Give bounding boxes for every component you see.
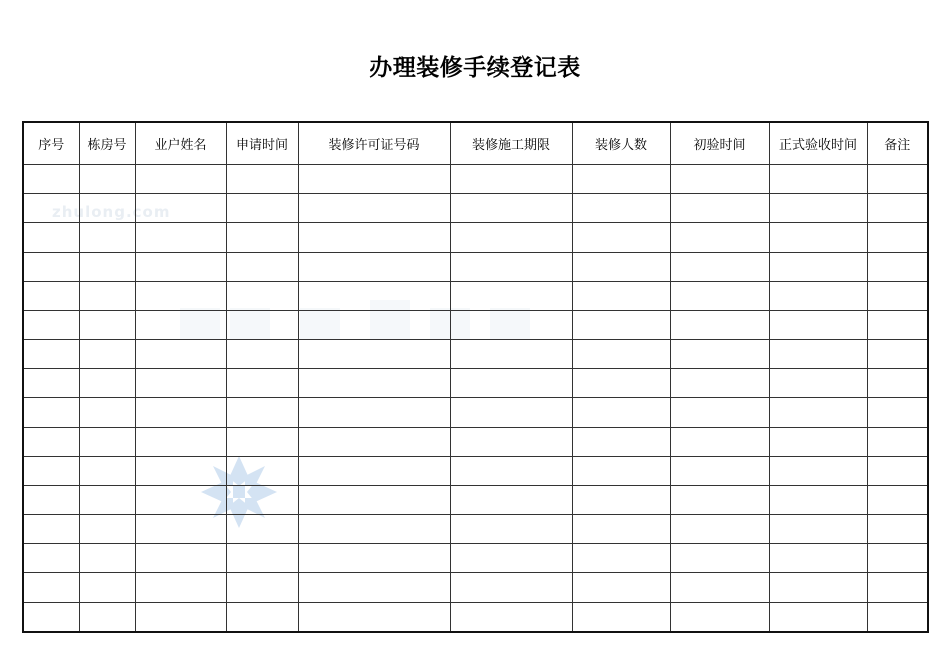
table-cell[interactable] — [572, 281, 670, 310]
table-cell[interactable] — [135, 194, 226, 223]
table-cell[interactable] — [670, 456, 769, 485]
table-cell[interactable] — [135, 310, 226, 339]
table-cell[interactable] — [23, 310, 79, 339]
table-cell[interactable] — [572, 252, 670, 281]
table-cell[interactable] — [23, 427, 79, 456]
table-cell[interactable] — [23, 369, 79, 398]
table-cell[interactable] — [23, 602, 79, 632]
table-cell[interactable] — [23, 544, 79, 573]
table-cell[interactable] — [450, 310, 572, 339]
table-cell[interactable] — [298, 456, 450, 485]
table-row — [23, 544, 928, 573]
table-cell[interactable] — [769, 369, 867, 398]
table-cell[interactable] — [79, 223, 135, 252]
table-row — [23, 223, 928, 252]
table-cell[interactable] — [572, 223, 670, 252]
table-cell[interactable] — [298, 427, 450, 456]
table-cell[interactable] — [450, 369, 572, 398]
table-cell[interactable] — [867, 602, 928, 632]
table-cell[interactable] — [769, 427, 867, 456]
table-cell[interactable] — [867, 194, 928, 223]
table-cell[interactable] — [135, 456, 226, 485]
table-cell[interactable] — [226, 427, 298, 456]
table-cell[interactable] — [769, 194, 867, 223]
table-row — [23, 165, 928, 194]
table-row — [23, 515, 928, 544]
table-cell[interactable] — [450, 427, 572, 456]
table-cell[interactable] — [226, 515, 298, 544]
table-cell[interactable] — [670, 398, 769, 427]
table-cell[interactable] — [23, 281, 79, 310]
table-cell[interactable] — [298, 544, 450, 573]
table-row — [23, 398, 928, 427]
table-cell[interactable] — [226, 223, 298, 252]
table-cell[interactable] — [135, 544, 226, 573]
table-cell[interactable] — [23, 223, 79, 252]
table-cell[interactable] — [226, 544, 298, 573]
table-row — [23, 252, 928, 281]
table-cell[interactable] — [769, 223, 867, 252]
table-cell[interactable] — [226, 485, 298, 514]
table-cell[interactable] — [450, 456, 572, 485]
table-cell[interactable] — [670, 165, 769, 194]
table-cell[interactable] — [298, 223, 450, 252]
table-cell[interactable] — [79, 427, 135, 456]
table-row — [23, 369, 928, 398]
table-cell[interactable] — [867, 281, 928, 310]
table-cell[interactable] — [572, 456, 670, 485]
table-cell[interactable] — [79, 544, 135, 573]
table-cell[interactable] — [298, 573, 450, 602]
form-title: 办理装修手续登记表 — [369, 55, 581, 81]
table-cell[interactable] — [450, 398, 572, 427]
table-cell[interactable] — [670, 310, 769, 339]
table-row — [23, 573, 928, 602]
table-cell[interactable] — [670, 602, 769, 632]
table-row — [23, 281, 928, 310]
table-cell[interactable] — [769, 544, 867, 573]
table-cell[interactable] — [135, 398, 226, 427]
table-cell[interactable] — [79, 310, 135, 339]
table-cell[interactable] — [450, 165, 572, 194]
table-cell[interactable] — [572, 340, 670, 369]
table-cell[interactable] — [867, 369, 928, 398]
table-cell[interactable] — [135, 252, 226, 281]
table-cell[interactable] — [450, 340, 572, 369]
table-cell[interactable] — [298, 281, 450, 310]
table-cell[interactable] — [867, 485, 928, 514]
table-cell[interactable] — [769, 310, 867, 339]
table-cell[interactable] — [135, 515, 226, 544]
table-cell[interactable] — [769, 398, 867, 427]
table-cell[interactable] — [572, 515, 670, 544]
column-header-owner-name: 业户姓名 — [135, 122, 226, 165]
table-cell[interactable] — [867, 544, 928, 573]
table-cell[interactable] — [79, 602, 135, 632]
table-cell[interactable] — [670, 223, 769, 252]
table-cell[interactable] — [670, 427, 769, 456]
table-cell[interactable] — [572, 165, 670, 194]
table-cell[interactable] — [450, 223, 572, 252]
column-header-initial-inspection: 初验时间 — [670, 122, 769, 165]
table-cell[interactable] — [769, 340, 867, 369]
table-cell[interactable] — [226, 194, 298, 223]
table-cell[interactable] — [135, 573, 226, 602]
table-cell[interactable] — [23, 485, 79, 514]
table-cell[interactable] — [23, 456, 79, 485]
table-cell[interactable] — [769, 485, 867, 514]
table-cell[interactable] — [572, 602, 670, 632]
table-cell[interactable] — [226, 602, 298, 632]
table-cell[interactable] — [79, 456, 135, 485]
column-header-remarks: 备注 — [867, 122, 928, 165]
table-cell[interactable] — [79, 515, 135, 544]
table-cell[interactable] — [79, 485, 135, 514]
table-cell[interactable] — [867, 515, 928, 544]
table-cell[interactable] — [298, 369, 450, 398]
table-cell[interactable] — [867, 310, 928, 339]
table-cell[interactable] — [450, 602, 572, 632]
table-cell[interactable] — [298, 165, 450, 194]
table-cell[interactable] — [298, 515, 450, 544]
table-cell[interactable] — [79, 281, 135, 310]
table-cell[interactable] — [867, 165, 928, 194]
table-cell[interactable] — [670, 194, 769, 223]
table-row — [23, 310, 928, 339]
table-cell[interactable] — [298, 398, 450, 427]
table-cell[interactable] — [572, 194, 670, 223]
table-cell[interactable] — [298, 340, 450, 369]
column-header-construction-period: 装修施工期限 — [450, 122, 572, 165]
table-cell[interactable] — [670, 485, 769, 514]
table-cell[interactable] — [572, 485, 670, 514]
table-cell[interactable] — [867, 398, 928, 427]
table-cell[interactable] — [670, 252, 769, 281]
table-cell[interactable] — [79, 340, 135, 369]
table-cell[interactable] — [23, 252, 79, 281]
table-cell[interactable] — [226, 398, 298, 427]
table-cell[interactable] — [298, 485, 450, 514]
column-header-final-acceptance: 正式验收时间 — [769, 122, 867, 165]
table-cell[interactable] — [572, 544, 670, 573]
table-cell[interactable] — [23, 573, 79, 602]
table-cell[interactable] — [867, 456, 928, 485]
table-cell[interactable] — [867, 252, 928, 281]
table-row — [23, 485, 928, 514]
table-cell[interactable] — [79, 194, 135, 223]
table-cell[interactable] — [769, 456, 867, 485]
table-cell[interactable] — [450, 252, 572, 281]
table-cell[interactable] — [23, 398, 79, 427]
table-cell[interactable] — [226, 573, 298, 602]
table-cell[interactable] — [450, 544, 572, 573]
table-cell[interactable] — [79, 398, 135, 427]
table-cell[interactable] — [135, 340, 226, 369]
table-cell[interactable] — [769, 515, 867, 544]
table-cell[interactable] — [135, 485, 226, 514]
table-cell[interactable] — [867, 340, 928, 369]
table-cell[interactable] — [670, 515, 769, 544]
table-cell[interactable] — [135, 369, 226, 398]
table-cell[interactable] — [450, 573, 572, 602]
table-cell[interactable] — [450, 281, 572, 310]
table-cell[interactable] — [450, 194, 572, 223]
table-cell[interactable] — [79, 252, 135, 281]
table-cell[interactable] — [572, 398, 670, 427]
table-cell[interactable] — [572, 427, 670, 456]
table-cell[interactable] — [572, 369, 670, 398]
table-cell[interactable] — [226, 165, 298, 194]
table-cell[interactable] — [670, 340, 769, 369]
table-cell[interactable] — [226, 369, 298, 398]
table-cell[interactable] — [79, 369, 135, 398]
table-cell[interactable] — [450, 485, 572, 514]
table-cell[interactable] — [298, 310, 450, 339]
table-cell[interactable] — [135, 165, 226, 194]
registration-table — [22, 121, 929, 633]
table-cell[interactable] — [226, 281, 298, 310]
table-cell[interactable] — [226, 310, 298, 339]
table-cell[interactable] — [572, 310, 670, 339]
table-cell[interactable] — [79, 573, 135, 602]
table-body — [23, 165, 928, 633]
table-cell[interactable] — [867, 223, 928, 252]
table-cell[interactable] — [572, 573, 670, 602]
table-cell[interactable] — [298, 602, 450, 632]
table-cell[interactable] — [135, 281, 226, 310]
column-header-worker-count: 装修人数 — [572, 122, 670, 165]
table-cell[interactable] — [226, 340, 298, 369]
watermark-text: zhulong.com — [52, 203, 171, 221]
table-row — [23, 456, 928, 485]
table-cell[interactable] — [79, 165, 135, 194]
table-cell[interactable] — [23, 194, 79, 223]
table-cell[interactable] — [23, 340, 79, 369]
table-cell[interactable] — [670, 281, 769, 310]
table-row — [23, 602, 928, 632]
table-cell[interactable] — [769, 252, 867, 281]
table-cell[interactable] — [226, 252, 298, 281]
table-cell[interactable] — [450, 515, 572, 544]
table-cell[interactable] — [23, 515, 79, 544]
column-header-serial: 序号 — [23, 122, 79, 165]
table-cell[interactable] — [670, 369, 769, 398]
table-cell[interactable] — [867, 573, 928, 602]
table-cell[interactable] — [867, 427, 928, 456]
table-row — [23, 194, 928, 223]
table-cell[interactable] — [769, 602, 867, 632]
table-cell[interactable] — [298, 252, 450, 281]
table-cell[interactable] — [226, 456, 298, 485]
table-cell[interactable] — [769, 281, 867, 310]
column-header-apply-time: 申请时间 — [226, 122, 298, 165]
header-row — [23, 122, 928, 165]
column-header-building-room: 栋房号 — [79, 122, 135, 165]
table-cell[interactable] — [298, 194, 450, 223]
table-row — [23, 427, 928, 456]
table-cell[interactable] — [135, 223, 226, 252]
table-cell[interactable] — [135, 602, 226, 632]
table-cell[interactable] — [135, 427, 226, 456]
table-cell[interactable] — [769, 573, 867, 602]
table-cell[interactable] — [670, 573, 769, 602]
table-cell[interactable] — [23, 165, 79, 194]
table-row — [23, 340, 928, 369]
column-header-permit-number: 装修许可证号码 — [298, 122, 450, 165]
table-cell[interactable] — [670, 544, 769, 573]
table-cell[interactable] — [769, 165, 867, 194]
